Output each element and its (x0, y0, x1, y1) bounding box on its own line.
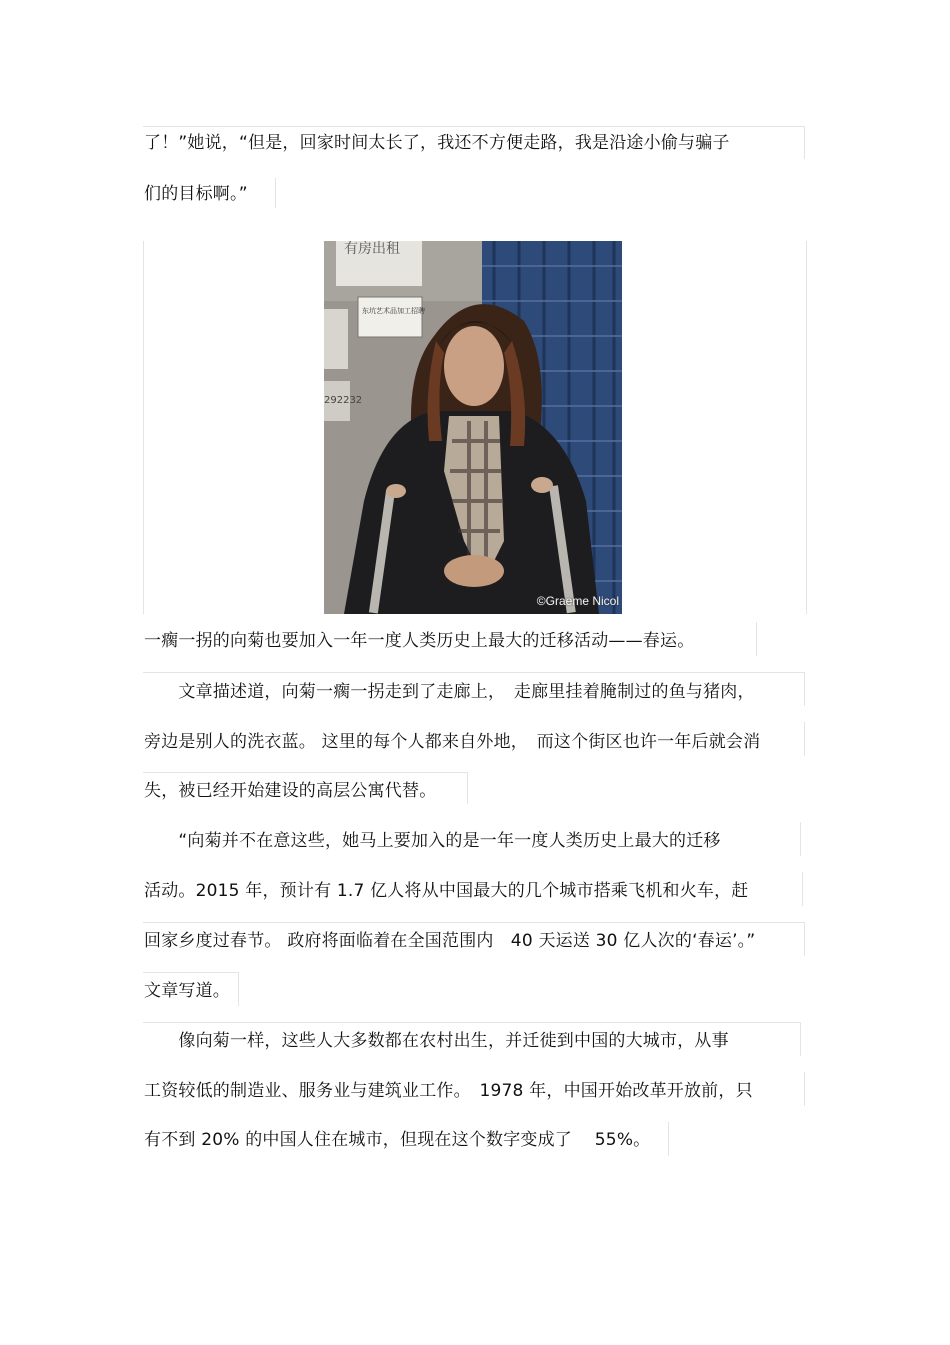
border-fragment (806, 241, 807, 614)
wall-number-text: 292232 (324, 395, 363, 406)
border-fragment (143, 772, 468, 773)
paragraph-line: 回家乡度过春节。 政府将面临着在全国范围内 40 天运送 30 亿人次的‘春运’。” (144, 931, 756, 951)
paragraph-line: 工资较低的制造业、服务业与建筑业工作。 1978 年，中国开始改革开放前，只 (144, 1081, 753, 1101)
border-fragment (802, 872, 803, 906)
border-fragment (800, 1022, 801, 1056)
border-fragment (143, 672, 805, 673)
border-fragment (800, 822, 801, 856)
poster-text: 东坑艺术品加工招聘 (362, 307, 425, 315)
paragraph-line: 旁边是别人的洗衣蓝。 这里的每个人都来自外地， 而这个街区也许一年后就会消 (144, 732, 761, 752)
paragraph-line: 有不到 20% 的中国人住在城市，但现在这个数字变成了 55%。 (144, 1130, 651, 1150)
photo-illustration (324, 241, 622, 614)
border-fragment (467, 772, 468, 804)
paragraph-line: 们的目标啊。” (144, 184, 248, 204)
border-fragment (804, 722, 805, 756)
poster-text: 有房出租 (344, 241, 400, 257)
border-fragment (143, 1022, 801, 1023)
paragraph-line: 文章写道。 (144, 981, 230, 1001)
paragraph-line: “向菊并不在意这些，她马上要加入的是一年一度人类历史上最大的迁移 (144, 831, 721, 851)
border-fragment (143, 972, 239, 973)
photo-caption: 一瘸一拐的向菊也要加入一年一度人类历史上最大的迁移活动——春运。 (144, 631, 695, 651)
border-fragment (143, 126, 805, 127)
border-fragment (143, 241, 144, 614)
article-photo (324, 241, 622, 614)
border-fragment (143, 922, 805, 923)
border-fragment (238, 972, 239, 1006)
paragraph-line: 了！”她说，“但是，回家时间太长了，我还不方便走路，我是沿途小偷与骗子 (144, 133, 730, 153)
photo-credit: ©Graeme Nicol (536, 594, 619, 608)
border-fragment (804, 922, 805, 956)
border-fragment (275, 178, 276, 208)
paragraph-line: 失，被已经开始建设的高层公寓代替。 (144, 781, 437, 801)
paragraph-line: 文章描述道，向菊一瘸一拐走到了走廊上， 走廊里挂着腌制过的鱼与猪肉， (144, 682, 755, 702)
border-fragment (756, 622, 757, 656)
paragraph-line: 像向菊一样，这些人大多数都在农村出生，并迁徙到中国的大城市，从事 (144, 1031, 729, 1051)
border-fragment (804, 1072, 805, 1106)
border-fragment (804, 126, 805, 159)
paragraph-line: 活动。2015 年，预计有 1.7 亿人将从中国最大的几个城市搭乘飞机和火车，赶 (144, 881, 749, 901)
border-fragment (668, 1122, 669, 1156)
border-fragment (804, 672, 805, 706)
